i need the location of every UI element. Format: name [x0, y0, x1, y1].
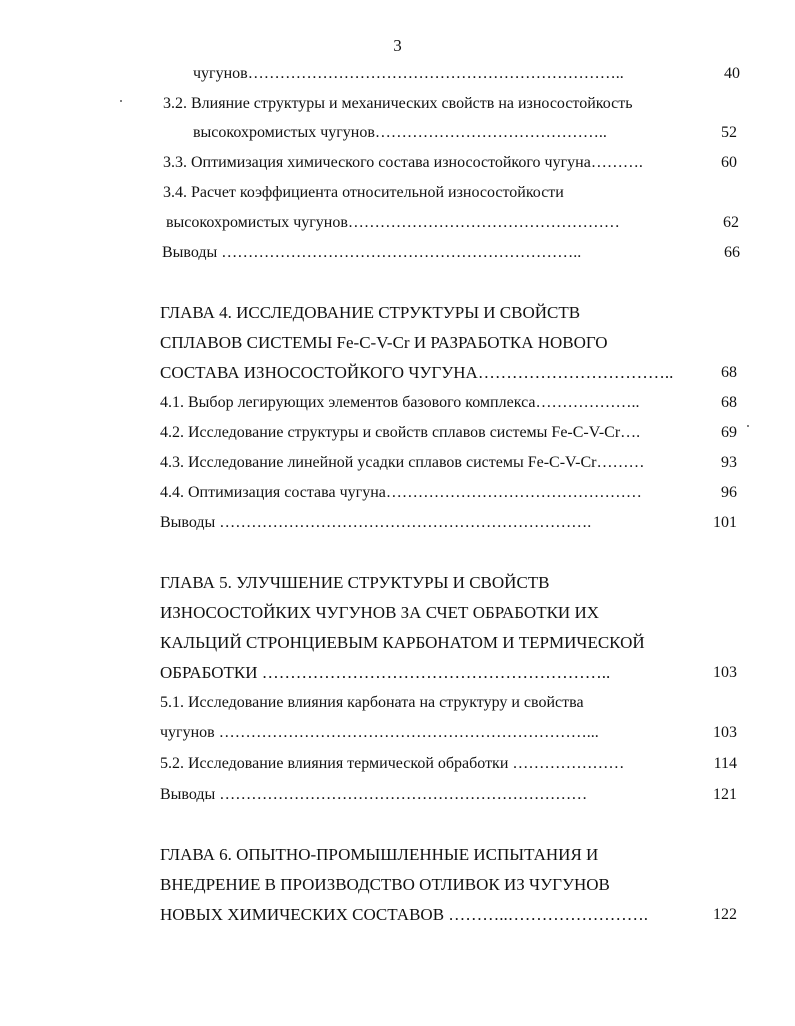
- page-number: 3: [393, 36, 402, 55]
- chapter-heading: ГЛАВА 6. ОПЫТНО-ПРОМЫШЛЕННЫЕ ИСПЫТАНИЯ И: [160, 845, 599, 864]
- toc-page-number: 96: [721, 484, 737, 501]
- toc-line: Выводы …………………………………………………………….: [160, 514, 592, 531]
- toc-page-number: 68: [721, 364, 737, 381]
- chapter-heading: СОСТАВА ИЗНОСОСТОЙКОГО ЧУГУНА……………………………..: [160, 363, 674, 382]
- chapter-heading: ИЗНОСОСТОЙКИХ ЧУГУНОВ ЗА СЧЕТ ОБРАБОТКИ ИХ: [160, 603, 600, 622]
- scan-speck: [747, 425, 749, 427]
- chapter-heading: КАЛЬЦИЙ СТРОНЦИЕВЫМ КАРБОНАТОМ И ТЕРМИЧЕСКОЙ: [160, 633, 645, 652]
- chapter-heading: НОВЫХ ХИМИЧЕСКИХ СОСТАВОВ ………..…………………….: [160, 905, 649, 924]
- toc-line: 4.2. Исследование структуры и свойств сплавов системы Fe-C-V-Cr….: [160, 424, 641, 441]
- toc-line: Выводы …………………………………………………………..: [162, 244, 582, 261]
- toc-page-number: 52: [721, 124, 737, 141]
- toc-page-number: 122: [713, 906, 737, 923]
- toc-page-number: 121: [713, 786, 737, 803]
- toc-page-number: 103: [713, 664, 737, 681]
- toc-line: 4.1. Выбор легирующих элементов базового комплекса………………..: [160, 394, 640, 411]
- toc-page-number: 66: [724, 244, 740, 261]
- toc-line: чугунов……………………………………………………………..: [193, 65, 624, 82]
- toc-line: 3.2. Влияние структуры и механических свойств на износостойкость: [163, 95, 633, 112]
- chapter-heading: СПЛАВОВ СИСТЕМЫ Fe-C-V-Cr И РАЗРАБОТКА НОВОГО: [160, 333, 608, 352]
- toc-page-number: 60: [721, 154, 737, 171]
- toc-line: 3.4. Расчет коэффициента относительной износостойкости: [163, 184, 564, 201]
- toc-line: чугунов ……………………………………………………………...: [160, 724, 599, 741]
- chapter-heading: ГЛАВА 4. ИССЛЕДОВАНИЕ СТРУКТУРЫ И СВОЙСТВ: [160, 303, 581, 322]
- chapter-heading: ВНЕДРЕНИЕ В ПРОИЗВОДСТВО ОТЛИВОК ИЗ ЧУГУНОВ: [160, 875, 610, 894]
- toc-line: 4.4. Оптимизация состава чугуна…………………………………………: [160, 484, 642, 501]
- toc-line: высокохромистых чугунов……………………………………………: [166, 214, 620, 231]
- toc-page-number: 68: [721, 394, 737, 411]
- toc-line: 4.3. Исследование линейной усадки сплавов системы Fe-C-V-Cr………: [160, 454, 645, 471]
- toc-page-number: 114: [713, 755, 737, 772]
- toc-line: Выводы ……………………………………………………………: [160, 786, 588, 803]
- toc-line: высокохромистых чугунов……………………………………..: [193, 124, 607, 141]
- toc-page-number: 62: [723, 214, 739, 231]
- toc-line: 5.2. Исследование влияния термической обработки …………………: [160, 755, 625, 772]
- toc-page-number: 40: [724, 65, 740, 82]
- scan-speck: [120, 100, 122, 102]
- toc-line: 3.3. Оптимизация химического состава износостойкого чугуна……….: [163, 154, 643, 171]
- toc-page-number: 101: [713, 514, 737, 531]
- toc-line: 5.1. Исследование влияния карбоната на структуру и свойства: [160, 694, 584, 711]
- toc-page-number: 103: [713, 724, 737, 741]
- chapter-heading: ГЛАВА 5. УЛУЧШЕНИЕ СТРУКТУРЫ И СВОЙСТВ: [160, 573, 550, 592]
- toc-page-number: 69: [721, 424, 737, 441]
- toc-page-number: 93: [721, 454, 737, 471]
- chapter-heading: ОБРАБОТКИ ……………………………………………………..: [160, 663, 611, 682]
